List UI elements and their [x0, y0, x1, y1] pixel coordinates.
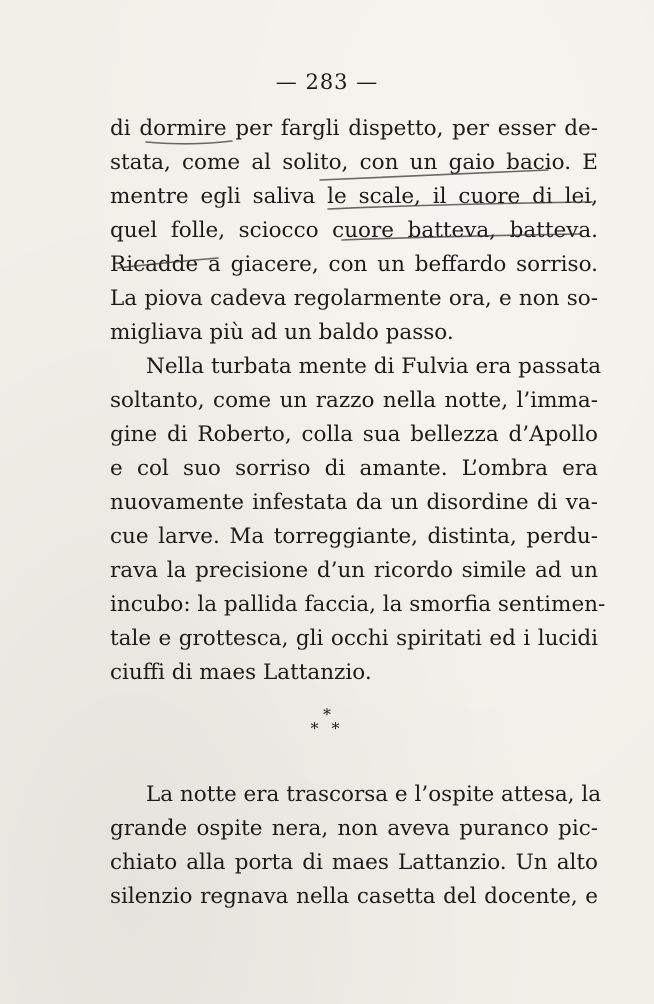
text-line: La notte era trascorsa e l’ospite attesa, la [146, 782, 602, 807]
text-line: incubo: la pallida faccia, la smorfia sentimen- [110, 592, 606, 617]
text-line: Nella turbata mente di Fulvia era passata [146, 354, 602, 379]
text-line: cue larve. Ma torreggiante, distinta, perdu- [110, 524, 598, 549]
text-line: tale e grottesca, gli occhi spiritati ed i lucidi [110, 626, 598, 651]
text-line: di dormire per fargli dispetto, per esser de- [110, 116, 598, 141]
text-line: e col suo sorriso di amante. L’ombra era [110, 456, 598, 481]
section-separator [0, 705, 654, 738]
text-line: silenzio regnava nella casetta del docente, e [110, 884, 598, 909]
text-line: migliava più ad un baldo passo. [110, 320, 454, 345]
text-line: mentre egli saliva le scale, il cuore di lei, [110, 184, 598, 209]
text-line: rava la precisione d’un ricordo simile ad un [110, 558, 598, 583]
text-line: gine di Roberto, colla sua bellezza d’Apollo [110, 422, 598, 447]
text-line: quel folle, sciocco cuore batteva, batteva. [110, 218, 598, 243]
text-line: stata, come al solito, con un gaio bacio. E [110, 150, 598, 175]
text-line: ciuffi di maes Lattanzio. [110, 660, 372, 685]
text-line: chiato alla porta di maes Lattanzio. Un alto [110, 850, 598, 875]
separator-asterisk-top: * [323, 705, 331, 724]
text-line: Ricadde a giacere, con un beffardo sorriso. [110, 252, 598, 277]
separator-asterisks-bottom: * * [310, 719, 344, 738]
text-line: soltanto, come un razzo nella notte, l’imma- [110, 388, 598, 413]
page-number: — 283 — [275, 70, 379, 94]
text-line: nuovamente infestata da un disordine di va- [110, 490, 598, 515]
text-line: La piova cadeva regolarmente ora, e non so- [110, 286, 598, 311]
text-line: grande ospite nera, non aveva puranco pic- [110, 816, 598, 841]
